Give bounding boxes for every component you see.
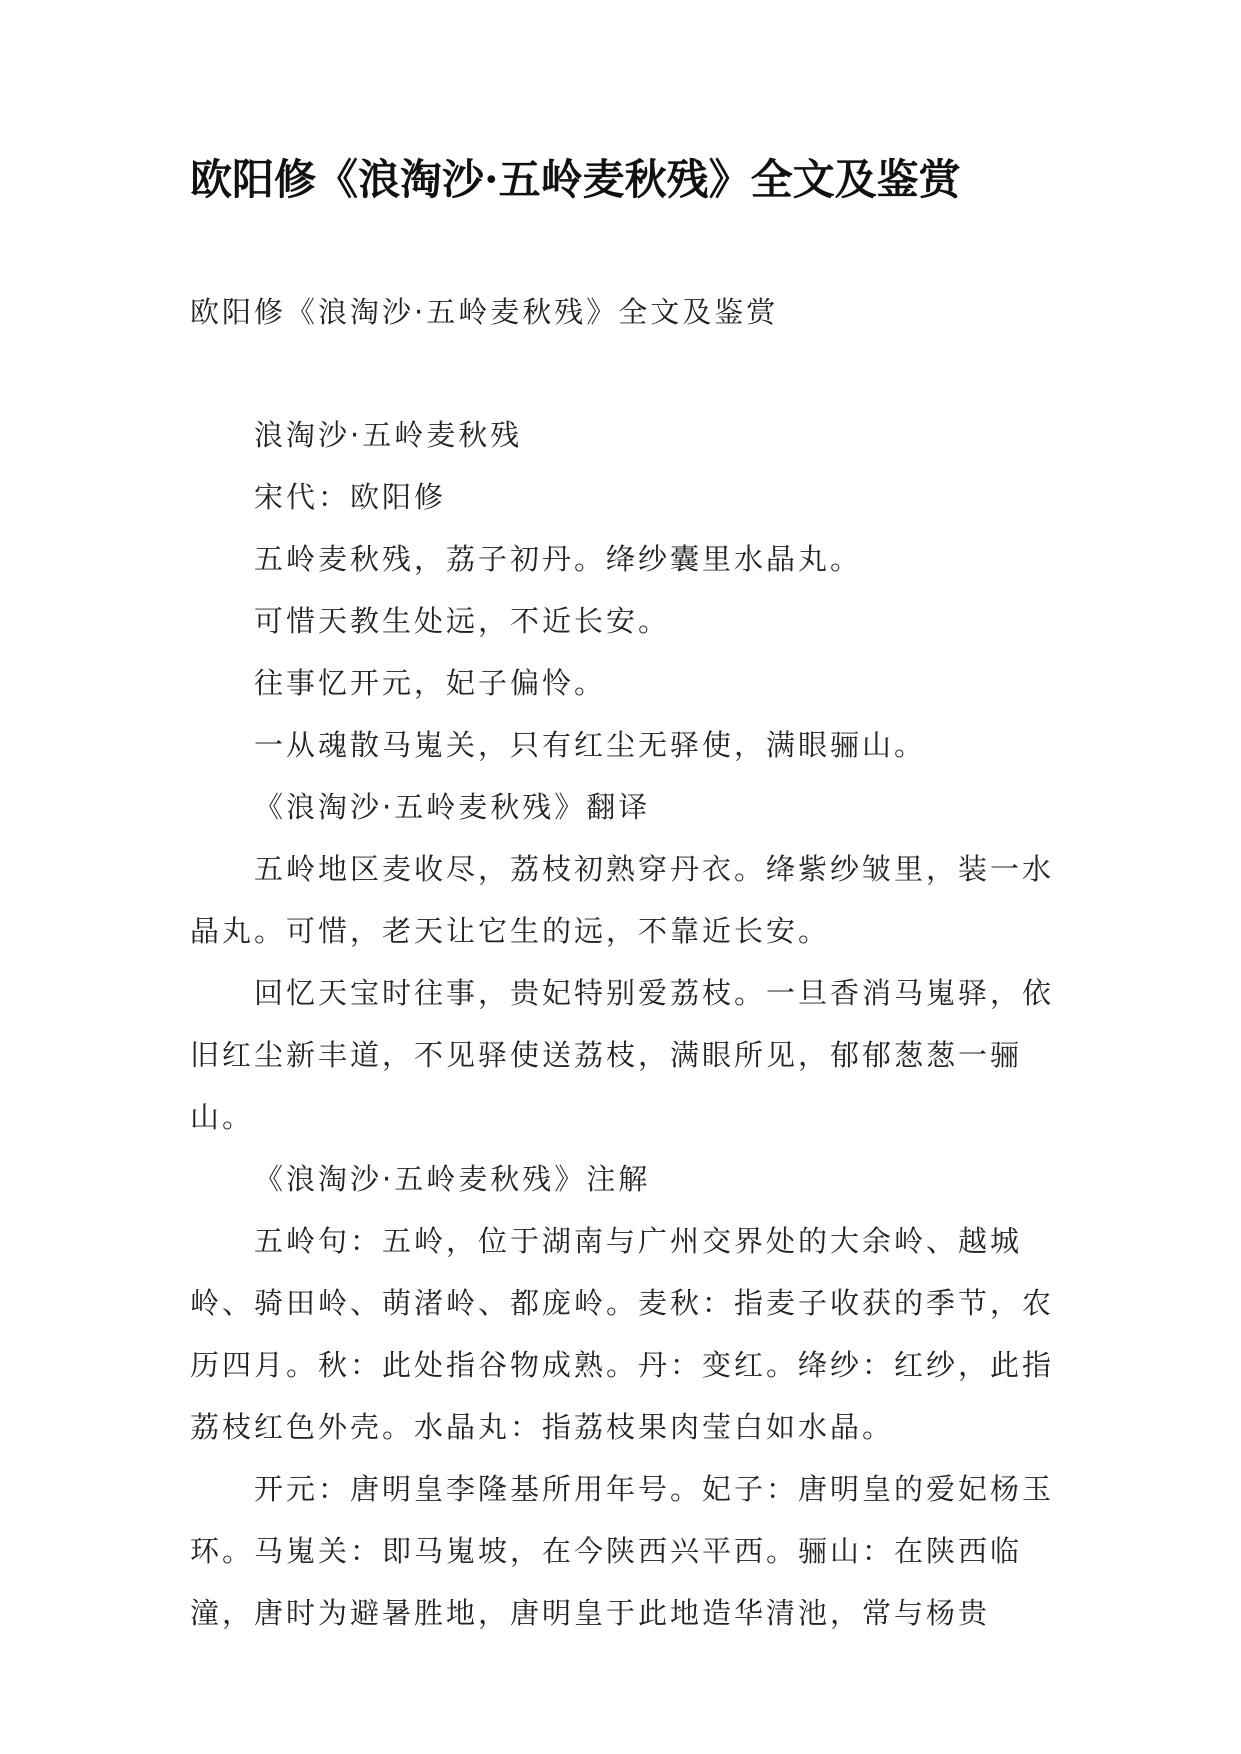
document-body [190, 404, 1070, 1644]
notes-paragraph: 五岭句：五岭，位于湖南与广州交界处的大余岭、越城岭、骑田岭、萌渚岭、都庞岭。麦秋：指麦子收获的季节，农历四月。秋：此处指谷物成熟。丹：变红。绛纱：红纱，此指荔枝红色外壳。水晶丸：指荔枝果肉莹白如水晶。 [190, 1224, 1055, 1444]
translation-paragraph: 回忆天宝时往事，贵妃特别爱荔枝。一旦香消马嵬驿，依旧红尘新丰道，不见驿使送荔枝，满眼所见，郁郁葱葱一骊山。 [190, 976, 1055, 1134]
poem-author: 宋代：欧阳修 [254, 480, 447, 514]
notes-heading: 《浪淘沙·五岭麦秋残》注解 [254, 1162, 651, 1196]
translation-heading: 《浪淘沙·五岭麦秋残》翻译 [254, 790, 651, 824]
notes-paragraph: 开元：唐明皇李隆基所用年号。妃子：唐明皇的爱妃杨玉环。马嵬关：即马嵬坡，在今陕西兴平西。骊山：在陕西临潼，唐时为避暑胜地，唐明皇于此地造华清池，常与杨贵 [190, 1472, 1055, 1630]
poem-line: 五岭麦秋残，荔子初丹。绛纱囊里水晶丸。 [254, 542, 863, 576]
poem-line: 可惜天教生处远，不近长安。 [254, 604, 671, 638]
document-subtitle: 欧阳修《浪淘沙·五岭麦秋残》全文及鉴赏 [190, 295, 779, 329]
poem-line: 一从魂散马嵬关，只有红尘无驿使，满眼骊山。 [254, 728, 927, 762]
poem-line: 往事忆开元，妃子偏怜。 [254, 666, 607, 700]
translation-paragraph: 五岭地区麦收尽，荔枝初熟穿丹衣。绛紫纱皱里，装一水晶丸。可惜，老天让它生的远，不靠近长安。 [190, 852, 1055, 948]
poem-title: 浪淘沙·五岭麦秋残 [254, 418, 523, 452]
document-title: 欧阳修《浪淘沙·五岭麦秋残》全文及鉴赏 [190, 155, 961, 204]
